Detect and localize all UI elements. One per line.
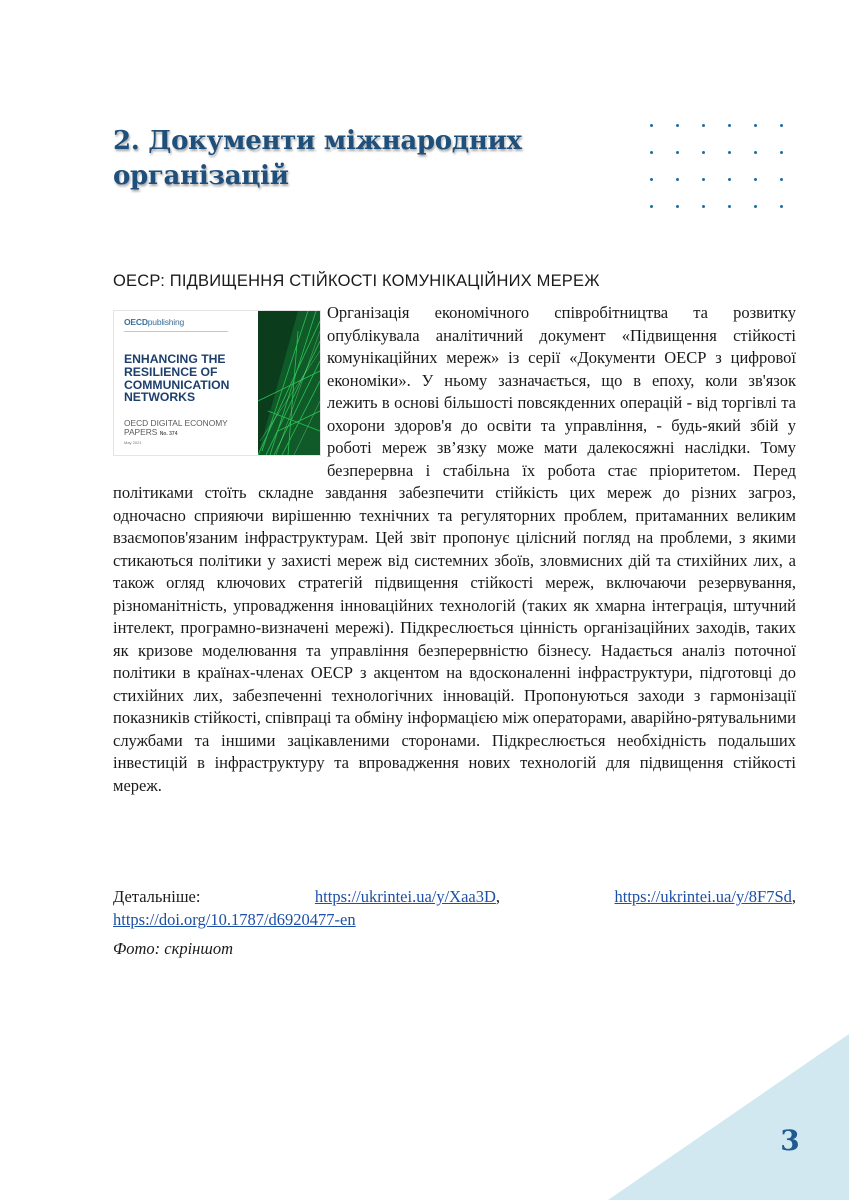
cover-series: OECD DIGITAL ECONOMY PAPERS No. 374 <box>124 418 228 437</box>
link-doi[interactable]: https://doi.org/10.1787/d6920477-en <box>113 909 356 929</box>
details-links <box>113 886 796 931</box>
link-separator: , <box>495 887 501 906</box>
dot-grid-decoration <box>650 124 784 208</box>
section-title: 2. Документи міжнародних організацій <box>113 126 522 191</box>
article-body <box>113 302 796 797</box>
photo-caption: Фото: скріншот <box>113 939 233 958</box>
link-ukrintei-1[interactable]: https://ukrintei.ua/y/Xaa3D <box>314 887 496 906</box>
page-number: 3 <box>780 1124 800 1157</box>
details-label: Детальніше: <box>113 887 201 906</box>
oecd-publishing-logo: OECDpublishing <box>124 317 185 327</box>
link-separator: , <box>791 887 797 906</box>
cover-title: ENHANCING THE RESILIENCE OF COMMUNICATION NETWORKS <box>124 352 230 405</box>
cover-date: May 2021 <box>124 440 142 445</box>
image-wrap-spacer <box>113 302 327 462</box>
link-ukrintei-2[interactable]: https://ukrintei.ua/y/8F7Sd <box>614 887 792 906</box>
article-heading: ОЕСР: ПІДВИЩЕННЯ СТІЙКОСТІ КОМУНІКАЦІЙНИХ МЕРЕЖ <box>113 272 600 290</box>
article-body-text: Організація економічного співробітництва та розвитку опублікувала аналітичний документ «Підвищення стійкості комунікаційних мереж» із серії «Документи ОЕСР з цифрової економіки». У ньому зазначається, що в епоху, коли зв'язок лежить в основі більшості повсякденних операцій - від торгівлі та охорони здоров'я до освіти та управління, - будь-який збій у роботі мереж зв’язку може мати далекосяжні наслідки. Тому безперервна і стабільна їх робота стає пріоритетом. Перед політиками стоїть складне завдання забезпечити стійкість цих мереж до різних загроз, одночасно сприяючи вирішенню технічних та регуляторних проблем, притаманних великим взаємопов'язаним інфраструктурам. Цей звіт пропонує цілісний погляд на проблеми, з якими стикаються політики у захисті мереж від системних збоїв, зловмисних дій та стихійних лих, а також огляд ключових стратегій підвищення стійкості мереж, включаючи резервування, різноманітність, упровадження інноваційних технологій (таких як хмарна інтеграція, штучний інтелект, програмно-визначені мережі). Підкреслюється цінність організаційних заходів, таких як кризове моделювання та управління безперервністю бізнесу. Надається аналіз поточної політики в країнах-членах ОЕСР з акцентом на вдосконаленні інфраструктури, підготовці до стихійних лих, забезпеченні технологічних інновацій. Пропонуються заходи з гармонізації показників стійкості, співпраці та обміну інформацією між операторами, аварійно-рятувальними службами та іншими зацікавленими сторонами. Підкреслюється необхідність подальших інвестицій в інфраструктуру та впровадження нових технологій для підвищення стійкості мереж. <box>113 303 796 795</box>
